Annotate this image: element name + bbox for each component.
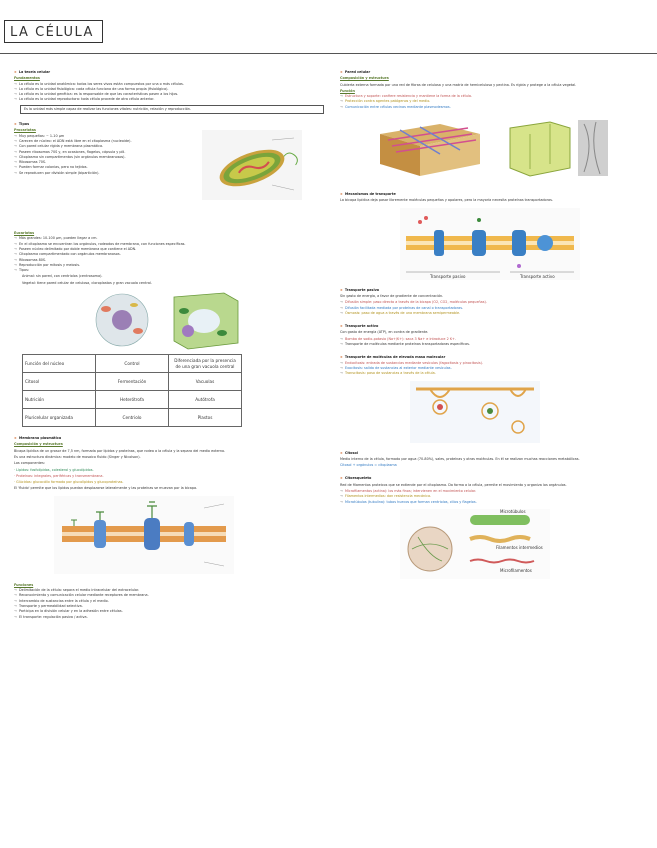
list-item: → Difusión facilitada mediada por proteínas de canal o transportadoras. bbox=[340, 306, 645, 311]
table-cell: Pluricelular organizada bbox=[23, 409, 96, 427]
paragraph: Medio interno de la célula, formado por agua (70-80%), sales, proteínas y otras moléculas. En él se realizan muchas reacciones metabólicas. bbox=[340, 456, 580, 461]
table-cell: Función del núcleo bbox=[23, 355, 96, 373]
arrow-icon: ➤ bbox=[14, 70, 17, 74]
paragraph: La bicapa lipídica deja pasar libremente moléculas pequeñas y apolares, pero la mayoría necesita proteínas transportadoras. bbox=[340, 198, 553, 203]
section-heading: La teoría celular bbox=[18, 70, 51, 74]
list-item: → El transporte: regulación pasiva / activa. bbox=[14, 615, 330, 620]
section-procariotas bbox=[14, 122, 330, 222]
list-item: → Ósmosis: paso de agua a través de una membrana semipermeable. bbox=[340, 311, 645, 316]
membrane-illustration bbox=[54, 496, 234, 574]
paragraph: Es una estructura dinámica: modelo de mosaico fluido (Singer y Nicolson). bbox=[14, 454, 141, 459]
table-row bbox=[23, 355, 242, 373]
transport-label-active: Transporte activo bbox=[520, 273, 555, 279]
endocytosis-illustration bbox=[410, 381, 540, 443]
definition-box: Es la unidad más simple capaz de realizar las funciones vitales: nutrición, relación y reproducción. bbox=[20, 105, 324, 114]
section-pared-celular bbox=[340, 70, 645, 184]
section-heading: Transporte de moléculas de elevada masa molecular bbox=[344, 355, 446, 360]
paragraph: · Lípidos: fosfolípidos, colesterol y glucolípidos. bbox=[14, 467, 94, 472]
list-item: → Filamentos intermedios: dan resistencia mecánica. bbox=[340, 494, 645, 499]
list-item: → Carecen de núcleo: el ADN está libre en el citoplasma (nucleoide). bbox=[14, 139, 192, 144]
list-item: → La célula es la unidad genética: es la responsable de que las características pasen a los hijos. bbox=[14, 92, 330, 97]
table-row bbox=[23, 391, 242, 409]
section-transporte-activo bbox=[340, 324, 645, 347]
subheading: Funciones bbox=[14, 582, 34, 587]
list-item: → La célula es la unidad anatómica: todos los seres vivos están compuestos por una o más células. bbox=[14, 82, 330, 87]
section-funciones bbox=[14, 583, 330, 620]
section-citoesqueleto bbox=[340, 476, 645, 578]
subheading: Composición y estructura bbox=[340, 76, 389, 81]
label-filamentos-intermedios: Filamentos intermedios bbox=[496, 544, 543, 550]
subheading: Procariotas bbox=[14, 128, 36, 133]
list-item: → Muy pequeñas: ~ 1-10 µm bbox=[14, 134, 192, 139]
list-item: → Ribosomas 80S. bbox=[14, 258, 330, 263]
arrow-icon: ➤ bbox=[340, 476, 343, 481]
arrow-icon: ➤ bbox=[340, 355, 343, 360]
table-cell: Autótrofa bbox=[169, 391, 242, 409]
list-item: → Protección contra agentes patógenos y del medio. bbox=[340, 99, 645, 104]
title-divider bbox=[0, 53, 657, 54]
transport-illustration bbox=[400, 208, 580, 280]
list-item: → Tipos: bbox=[14, 268, 330, 273]
list-item: → Poseen ribosomas 70S y, en ocasiones, flagelos, cápsula y pili. bbox=[14, 150, 192, 155]
table-cell: Centriolo bbox=[96, 409, 169, 427]
list-item: Animal: sin pared, con centriolos (centrosoma). bbox=[22, 274, 103, 279]
list-item: → Delimitación de la célula: separa el medio intracelular del extracelular. bbox=[14, 588, 330, 593]
label-microtubulos: Microtúbulos bbox=[500, 508, 526, 514]
table-cell: Citosol bbox=[23, 373, 96, 391]
list-item: → Ribosomas 70S. bbox=[14, 160, 192, 165]
list-item: → Microfilamentos (actina): los más finos; intervienen en el movimiento celular. bbox=[340, 489, 645, 494]
table-cell: Nutrición bbox=[23, 391, 96, 409]
list-item: → Transporte y permeabilidad selectiva. bbox=[14, 604, 330, 609]
list-item: → Bomba de sodio-potasio (Na+/K+): saca 3 Na+ e introduce 2 K+. bbox=[340, 337, 645, 342]
paragraph: Los componentes: bbox=[14, 461, 45, 466]
section-mecanismos-transporte bbox=[340, 192, 645, 280]
arrow-icon: ➤ bbox=[14, 436, 17, 441]
paragraph: · Proteínas: integrales, periféricas y transmembrana. bbox=[14, 473, 104, 478]
section-membrana bbox=[14, 436, 330, 574]
arrow-icon: ➤ bbox=[340, 450, 343, 455]
section-heading: Mecanismos de transporte bbox=[344, 192, 396, 197]
label-microfilamentos: Microfilamentos bbox=[500, 567, 532, 573]
prokaryote-illustration bbox=[202, 130, 302, 200]
paragraph: El 'fluido' permite que los lípidos puedan desplazarse lateralmente y las proteínas se muevan por la bicapa. bbox=[14, 486, 198, 491]
section-transporte-pasivo bbox=[340, 288, 645, 316]
list-item: → Citoplasma sin compartimentos (sin orgánulos membranosos). bbox=[14, 155, 192, 160]
list-item: → Participa en la división celular y en la adhesión entre células. bbox=[14, 609, 330, 614]
list-item: → La célula es la unidad reproductora: toda célula procede de otra célula anterior. bbox=[14, 97, 330, 102]
right-column bbox=[340, 70, 645, 581]
list-item: → En el citoplasma se encuentran los orgánulos, rodeados de membrana, con funciones específicas. bbox=[14, 242, 330, 247]
table-cell: Plastos bbox=[169, 409, 242, 427]
section-heading: Citosol bbox=[344, 450, 358, 455]
section-heading: Citoesqueleto bbox=[344, 476, 372, 481]
list-item: → Estructura y soporte: confiere resistencia y mantiene la forma de la célula. bbox=[340, 94, 645, 99]
subheading: Composición y estructura bbox=[14, 442, 63, 447]
table-cell: Heterótrofa bbox=[96, 391, 169, 409]
list-item: → Citoplasma compartimentado con orgánulos membranosos. bbox=[14, 252, 330, 257]
table-row bbox=[23, 409, 242, 427]
section-heading: Transporte activo bbox=[344, 324, 379, 329]
list-item: → Transcitosis: paso de sustancias a través de la célula. bbox=[340, 371, 645, 376]
section-heading: Transporte pasivo bbox=[344, 287, 380, 292]
arrow-icon: ➤ bbox=[340, 70, 343, 74]
arrow-icon: ➤ bbox=[340, 192, 343, 197]
section-citosol bbox=[340, 451, 645, 469]
list-item: → Más grandes: 10-100 µm, pueden llegar a cm. bbox=[14, 236, 330, 241]
section-heading: Membrana plasmática bbox=[18, 436, 62, 441]
eukaryote-illustration bbox=[84, 289, 244, 351]
paragraph: · Glúcidos: glucocálix formado por glucolípidos y glucoproteínas. bbox=[14, 480, 124, 485]
cytoskeleton-illustration bbox=[400, 509, 550, 579]
section-transporte-vesiculas bbox=[340, 355, 645, 442]
section-teoria-celular bbox=[14, 70, 330, 114]
left-column bbox=[14, 70, 330, 622]
list-item: Vegetal: tiene pared celular de celulosa, cloroplastos y gran vacuola central. bbox=[22, 280, 152, 285]
table-cell: Control bbox=[96, 355, 169, 373]
comparison-table bbox=[22, 354, 242, 427]
list-item: → La célula es la unidad fisiológica: cada célula funciona de una forma propia (fisiológica). bbox=[14, 87, 330, 92]
list-item: → Intercambio de sustancias entre la célula y el medio. bbox=[14, 599, 330, 604]
table-row bbox=[23, 373, 242, 391]
section-heading: Pared celular bbox=[344, 70, 371, 74]
list-item: → Transporte de moléculas mediante proteínas transportadoras específicas. bbox=[340, 342, 645, 347]
list-item: → Pueden formar colonias, pero no tejidos. bbox=[14, 165, 192, 170]
subheading: Función bbox=[340, 88, 355, 93]
list-item: → Difusión simple: paso directo a través de la bicapa (O2, CO2, moléculas pequeñas). bbox=[340, 300, 645, 305]
list-item: → Se reproducen por división simple (bipartición). bbox=[14, 171, 192, 176]
section-heading: Tipos bbox=[18, 122, 30, 127]
list-item: → Endocitosis: entrada de sustancias mediante vesículas (fagocitosis y pinocitosis). bbox=[340, 361, 645, 366]
list-item: → Reproducción por mitosis y meiosis. bbox=[14, 263, 330, 268]
table-cell: Vacuolas bbox=[169, 373, 242, 391]
section-eucariotas bbox=[14, 231, 330, 427]
paragraph: Cubierta externa formada por una red de fibras de celulosa y una matriz de hemicelulosa y pectina. Es rígida y protege a la célula vegetal. bbox=[340, 82, 577, 87]
transport-label-passive: Transporte pasivo bbox=[430, 273, 466, 279]
list-item: → Comunicación entre células vecinas mediante plasmodesmos. bbox=[340, 105, 645, 110]
list-item: → Poseen núcleo delimitado por doble membrana que contiene el ADN. bbox=[14, 247, 330, 252]
arrow-icon: ➤ bbox=[340, 324, 343, 329]
table-cell: Fermentación bbox=[96, 373, 169, 391]
subheading: Fundamentos bbox=[14, 76, 40, 81]
note: Citosol + orgánulos = citoplasma bbox=[340, 463, 397, 468]
paragraph: Bicapa lipídica de un grosor de 7,5 nm, formada por lípidos y proteínas, que rodea a la célula y la separa del medio externo. bbox=[14, 448, 226, 453]
subheading: Eucariotas bbox=[14, 231, 35, 236]
cell-wall-illustration bbox=[370, 114, 610, 184]
arrow-icon: ➤ bbox=[14, 122, 17, 127]
page-title: LA CÉLULA bbox=[4, 20, 103, 43]
paragraph: Red de filamentos proteicos que se extiende por el citoplasma. Da forma a la célula, permite el movimiento y organiza los orgánulos. bbox=[340, 482, 567, 487]
arrow-icon: ➤ bbox=[340, 287, 343, 292]
paragraph: Sin gasto de energía, a favor de gradiente de concentración. bbox=[340, 293, 444, 298]
list-item: → Con pared celular rígida y membrana plasmática. bbox=[14, 144, 192, 149]
list-item: → Reconocimiento y comunicación celular mediante receptores de membrana. bbox=[14, 593, 330, 598]
list-item: → Exocitosis: salida de sustancias al exterior mediante vesículas. bbox=[340, 366, 645, 371]
list-item: → Microtúbulos (tubulina): tubos huecos que forman centriolos, cilios y flagelos. bbox=[340, 500, 645, 505]
paragraph: Con gasto de energía (ATP), en contra de gradiente. bbox=[340, 330, 429, 335]
table-cell: Diferenciada por la presencia de una gran vacuola central bbox=[169, 355, 242, 373]
